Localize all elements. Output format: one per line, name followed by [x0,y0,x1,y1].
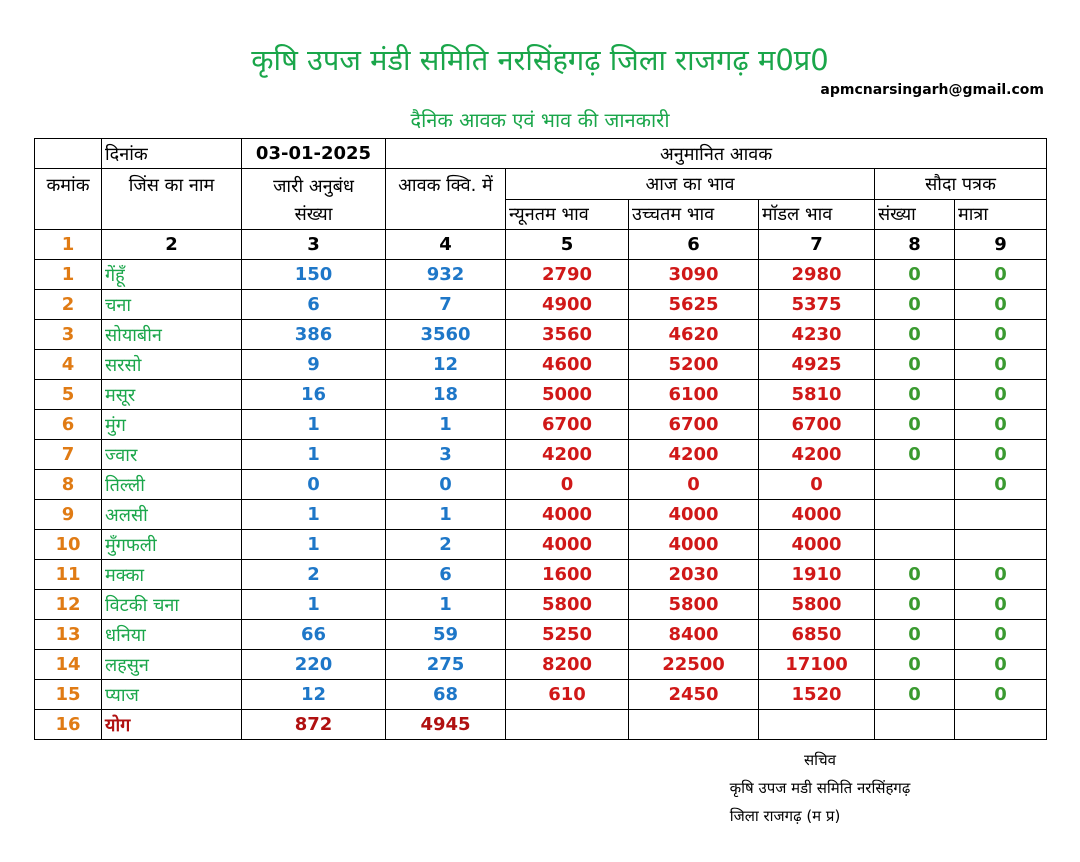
crop-name-cell: प्याज [102,680,242,710]
max-rate-cell: 5200 [629,350,759,380]
deal-qty-cell [955,530,1047,560]
serial-cell: 2 [35,290,102,320]
deal-count-cell: 0 [875,560,955,590]
arrival-header: आवक क्वि. में [386,169,506,230]
contracts-header-line1: जारी अनुबंध [273,176,354,197]
deal-qty-cell: 0 [955,260,1047,290]
min-rate-cell: 610 [506,680,629,710]
column-number: 8 [875,230,955,260]
deal-count-cell: 0 [875,620,955,650]
max-rate-cell: 5800 [629,590,759,620]
modal-rate-cell: 5375 [759,290,875,320]
min-rate-cell: 4600 [506,350,629,380]
contracts-cell: 1 [242,590,386,620]
serial-cell: 5 [35,380,102,410]
deal-qty-header: मात्रा [955,199,1047,230]
serial-cell: 9 [35,500,102,530]
crop-name-cell: गेंहूँ [102,260,242,290]
total-contracts-cell: 872 [242,710,386,740]
table-row [35,620,1047,650]
serial-cell: 8 [35,470,102,500]
max-rate-cell: 22500 [629,650,759,680]
total-row [35,710,1047,740]
min-rate-cell: 2790 [506,260,629,290]
serial-cell: 10 [35,530,102,560]
contracts-cell: 12 [242,680,386,710]
deal-qty-cell: 0 [955,350,1047,380]
table-row [35,500,1047,530]
modal-rate-cell: 5810 [759,380,875,410]
table-row [35,650,1047,680]
footer-secretary: सचिव [804,751,836,769]
deal-count-cell: 0 [875,680,955,710]
min-rate-header: न्यूनतम भाव [506,199,629,230]
table-row [35,470,1047,500]
modal-rate-cell: 4200 [759,440,875,470]
crop-name-cell: मुँगफली [102,530,242,560]
max-rate-cell: 5625 [629,290,759,320]
max-rate-cell: 2450 [629,680,759,710]
crop-name-cell: मुंग [102,410,242,440]
serial-cell: 15 [35,680,102,710]
modal-rate-cell: 2980 [759,260,875,290]
deal-count-cell [875,470,955,500]
column-number: 7 [759,230,875,260]
rates-table [34,138,1047,740]
deal-count-cell: 0 [875,650,955,680]
contracts-cell: 150 [242,260,386,290]
modal-rate-cell: 6700 [759,410,875,440]
serial-cell: 6 [35,410,102,440]
max-rate-header: उच्चतम भाव [629,199,759,230]
deal-qty-cell [955,500,1047,530]
min-rate-cell: 5800 [506,590,629,620]
arrival-cell: 59 [386,620,506,650]
crop-name-cell: मक्का [102,560,242,590]
min-rate-cell: 5250 [506,620,629,650]
arrival-cell: 0 [386,470,506,500]
deal-qty-cell: 0 [955,290,1047,320]
empty-cell [875,710,955,740]
deal-header: सौदा पत्रक [875,169,1047,200]
contracts-header [242,169,386,230]
crop-name-cell: धनिया [102,620,242,650]
column-number: 4 [386,230,506,260]
arrival-cell: 7 [386,290,506,320]
serial-cell: 4 [35,350,102,380]
max-rate-cell: 3090 [629,260,759,290]
modal-rate-cell: 4925 [759,350,875,380]
table-row [35,260,1047,290]
arrival-cell: 68 [386,680,506,710]
column-number: 5 [506,230,629,260]
serial-cell: 1 [35,260,102,290]
modal-rate-cell: 4230 [759,320,875,350]
max-rate-cell: 4000 [629,500,759,530]
contracts-cell: 386 [242,320,386,350]
crop-name-cell: सोयाबीन [102,320,242,350]
header-row-main [35,169,1047,200]
deal-qty-cell: 0 [955,410,1047,440]
total-arrival-cell: 4945 [386,710,506,740]
serial-cell: 12 [35,590,102,620]
contracts-cell: 1 [242,530,386,560]
empty-cell [955,710,1047,740]
arrival-cell: 275 [386,650,506,680]
min-rate-cell: 5000 [506,380,629,410]
arrival-cell: 18 [386,380,506,410]
max-rate-cell: 4200 [629,440,759,470]
table-row [35,680,1047,710]
contracts-cell: 1 [242,410,386,440]
table-row [35,290,1047,320]
crop-header: जिंस का नाम [102,169,242,230]
serial-cell: 11 [35,560,102,590]
arrival-cell: 6 [386,560,506,590]
deal-count-cell: 0 [875,260,955,290]
contracts-cell: 16 [242,380,386,410]
deal-count-cell [875,500,955,530]
serial-cell: 3 [35,320,102,350]
date-value: 03-01-2025 [242,139,386,169]
date-label: दिनांक [102,139,242,169]
page-title: कृषि उपज मंडी समिति नरसिंहगढ़ जिला राजगढ़ म0प्र0 [251,43,829,77]
email-address: apmcnarsingarh@gmail.com [820,82,1044,98]
total-serial-cell: 16 [35,710,102,740]
deal-qty-cell: 0 [955,320,1047,350]
empty-cell [629,710,759,740]
column-number: 1 [35,230,102,260]
crop-name-cell: लहसुन [102,650,242,680]
deal-count-cell: 0 [875,320,955,350]
deal-count-cell: 0 [875,440,955,470]
modal-rate-cell: 1910 [759,560,875,590]
modal-rate-header: मॉडल भाव [759,199,875,230]
deal-qty-cell: 0 [955,380,1047,410]
deal-count-cell: 0 [875,590,955,620]
arrival-cell: 3560 [386,320,506,350]
deal-count-cell: 0 [875,290,955,320]
serial-header: कमांक [35,169,102,230]
deal-qty-cell: 0 [955,620,1047,650]
table-row [35,350,1047,380]
footer-district: जिला राजगढ़ (म प्र) [729,807,841,825]
column-number: 3 [242,230,386,260]
min-rate-cell: 4000 [506,500,629,530]
max-rate-cell: 6100 [629,380,759,410]
contracts-cell: 0 [242,470,386,500]
serial-cell: 13 [35,620,102,650]
max-rate-cell: 6700 [629,410,759,440]
modal-rate-cell: 17100 [759,650,875,680]
max-rate-cell: 8400 [629,620,759,650]
min-rate-cell: 3560 [506,320,629,350]
table-row [35,530,1047,560]
contracts-cell: 66 [242,620,386,650]
contracts-cell: 220 [242,650,386,680]
min-rate-cell: 4000 [506,530,629,560]
total-label-cell: योग [102,710,242,740]
crop-name-cell: ज्वार [102,440,242,470]
deal-count-cell [875,530,955,560]
arrival-cell: 1 [386,410,506,440]
max-rate-cell: 0 [629,470,759,500]
min-rate-cell: 6700 [506,410,629,440]
column-number: 9 [955,230,1047,260]
arrival-cell: 1 [386,590,506,620]
page-subtitle: दैनिक आवक एवं भाव की जानकारी [410,108,670,132]
deal-qty-cell: 0 [955,440,1047,470]
min-rate-cell: 8200 [506,650,629,680]
max-rate-cell: 2030 [629,560,759,590]
min-rate-cell: 0 [506,470,629,500]
crop-name-cell: अलसी [102,500,242,530]
deal-count-header: संख्या [875,199,955,230]
serial-cell: 14 [35,650,102,680]
table-row [35,590,1047,620]
table-row [35,560,1047,590]
table-row [35,320,1047,350]
arrival-cell: 3 [386,440,506,470]
arrival-cell: 2 [386,530,506,560]
crop-name-cell: मसूर [102,380,242,410]
modal-rate-cell: 4000 [759,530,875,560]
contracts-cell: 1 [242,440,386,470]
table-row [35,380,1047,410]
deal-count-cell: 0 [875,410,955,440]
contracts-cell: 2 [242,560,386,590]
modal-rate-cell: 6850 [759,620,875,650]
modal-rate-cell: 1520 [759,680,875,710]
arrival-cell: 932 [386,260,506,290]
deal-qty-cell: 0 [955,560,1047,590]
empty-cell [759,710,875,740]
crop-name-cell: सरसो [102,350,242,380]
column-number: 6 [629,230,759,260]
modal-rate-cell: 5800 [759,590,875,620]
deal-qty-cell: 0 [955,470,1047,500]
deal-count-cell: 0 [875,380,955,410]
table-row [35,440,1047,470]
arrival-cell: 12 [386,350,506,380]
header-row-date [35,139,1047,169]
modal-rate-cell: 4000 [759,500,875,530]
contracts-cell: 9 [242,350,386,380]
estimated-arrival-label: अनुमानित आवक [386,139,1047,169]
min-rate-cell: 1600 [506,560,629,590]
crop-name-cell: चना [102,290,242,320]
arrival-cell: 1 [386,500,506,530]
empty-cell [506,710,629,740]
contracts-cell: 6 [242,290,386,320]
column-number-row [35,230,1047,260]
deal-qty-cell: 0 [955,680,1047,710]
footer-committee: कृषि उपज मडी समिति नरसिंहगढ़ [729,779,911,797]
deal-count-cell: 0 [875,350,955,380]
serial-cell: 7 [35,440,102,470]
max-rate-cell: 4000 [629,530,759,560]
table-row [35,410,1047,440]
crop-name-cell: तिल्ली [102,470,242,500]
contracts-cell: 1 [242,500,386,530]
deal-qty-cell: 0 [955,590,1047,620]
max-rate-cell: 4620 [629,320,759,350]
min-rate-cell: 4200 [506,440,629,470]
crop-name-cell: विटकी चना [102,590,242,620]
today-rate-header: आज का भाव [506,169,875,200]
column-number: 2 [102,230,242,260]
contracts-header-line2: संख्या [294,204,333,225]
min-rate-cell: 4900 [506,290,629,320]
deal-qty-cell: 0 [955,650,1047,680]
modal-rate-cell: 0 [759,470,875,500]
